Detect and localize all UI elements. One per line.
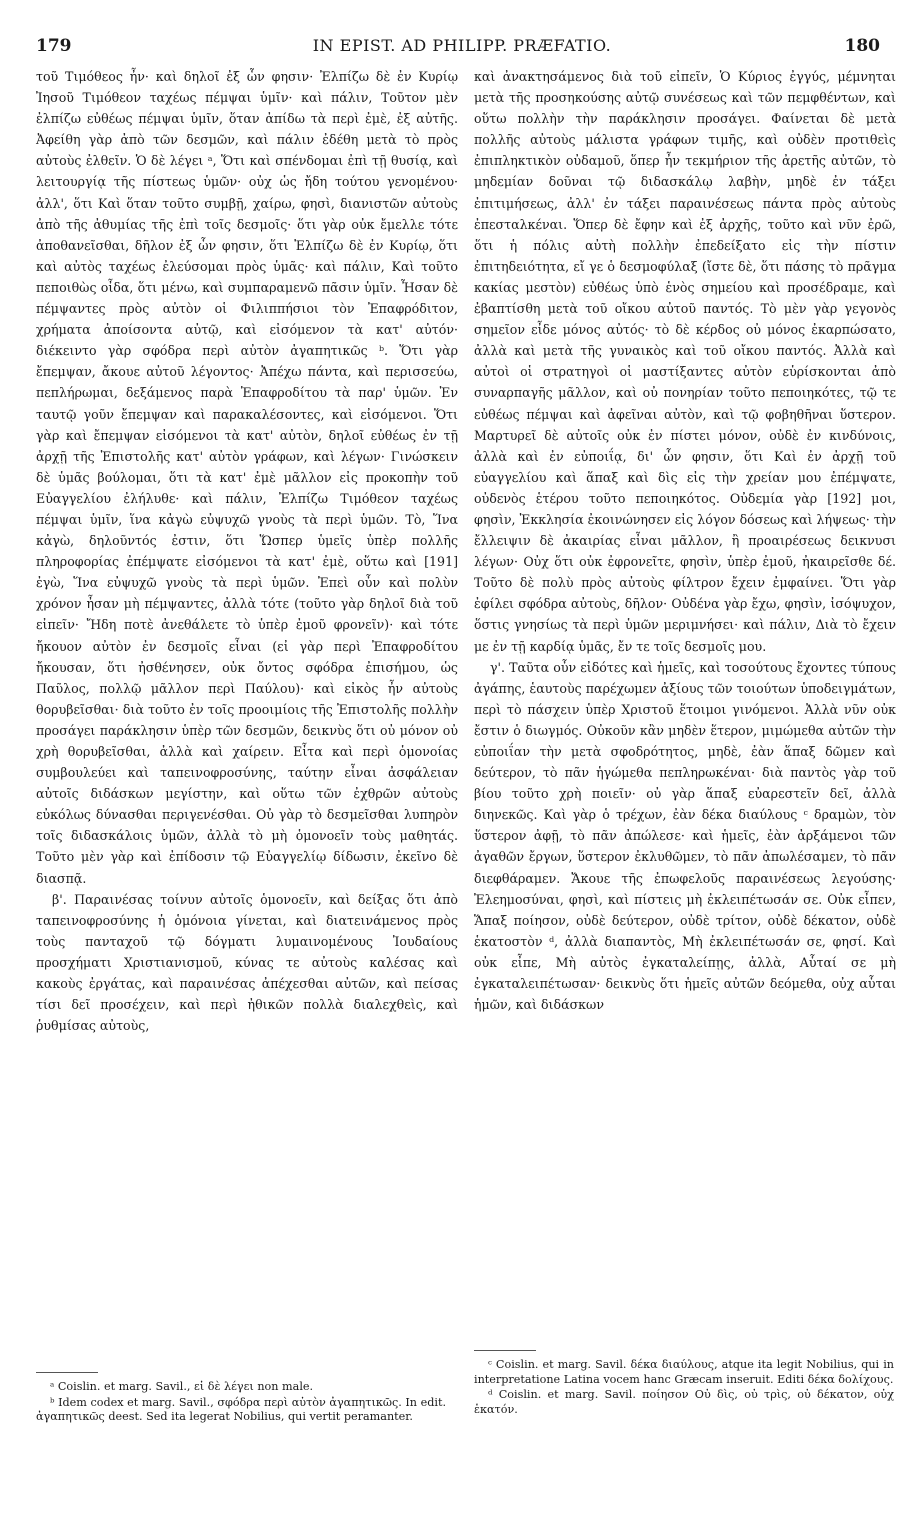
paragraph: τοῦ Τιμόθεος ἦν· καὶ δηλοῖ ἐξ ὧν φησιν· Ἐλπίζω δὲ ἐν Κυρίῳ Ἰησοῦ Τιμόθεον ταχέως πέμψαι ὑμῖν· καὶ πάλιν, Τοῦτον μὲν ἐλπίζω εὐθέως πέμψαι ὑμῖν, ὅταν ἀπίδω τὰ περὶ ἐμὲ, ἐξ αὐτῆς. Ἀφείθη γὰρ ἀπὸ τῶν δεσμῶν, καὶ πάλιν ἐδέθη μετὰ τὸ πρὸς αὐτοὺς ἐλθεῖν. Ὁ δὲ λέγει ᵃ, Ὅτι καὶ σπένδομαι ἐπὶ τῇ θυσίᾳ, καὶ λειτουργίᾳ τῆς πίστεως ὑμῶν· οὐχ ὡς ἤδη τούτου γενομένου· ἀλλ', ὅτι Καὶ ὅταν τοῦτο συμβῇ, χαίρω, φησὶ, διανιστῶν αὐτοὺς ἀπὸ τῆς ἀθυμίας τῆς ἐπὶ τοῖς δεσμοῖς· ὅτι γὰρ οὐκ ἔμελλε τότε ἀποθανεῖσθαι, δῆλον ἐξ ὧν φησιν, ὅτι Ἐλπίζω δὲ ἐν Κυρίῳ, ὅτι καὶ αὐτὸς ταχέως ἐλεύσομαι πρὸς ὑμᾶς· καὶ πάλιν, Καὶ τοῦτο πεποιθὼς οἶδα, ὅτι μένω, καὶ συμπαραμενῶ πᾶσιν ὑμῖν. Ἦσαν δὲ πέμψαντες πρὸς αὐτὸν οἱ Φιλιππήσιοι τὸν Ἐπαφρόδιτον, χρήματα ἀποίσοντα αὐτῷ, καὶ εἰσόμενον τὰ κατ' αὐτόν· διέκειντο γὰρ σφόδρα περὶ αὐτὸν ἀγαπητικῶς ᵇ. Ὅτι γὰρ ἔπεμψαν, ἄκουε αὐτοῦ λέγοντος· Ἀπέχω πάντα, καὶ περισσεύω, πεπλήρωμαι, δεξάμενος παρὰ Ἐπαφροδίτου τὰ παρ' ὑμῶν. Ἐν ταυτῷ γοῦν ἔπεμψαν καὶ παρακαλέσοντες, καὶ εἰσόμενοι. Ὅτι γὰρ καὶ ἔπεμψαν εἰσόμενοι τὰ κατ' αὐτὸν, δηλοῖ εὐθέως ἐν τῇ ἀρχῇ τῆς Ἐπιστολῆς κατ' αὐτὸν γράφων, καὶ λέγων· Γινώσκειν δὲ ὑμᾶς βούλομαι, ὅτι τὰ κατ' ἐμὲ μᾶλλον εἰς προκοπὴν τοῦ Εὐαγγελίου ἐλήλυθε· καὶ πάλιν, Ἐλπίζω Τιμόθεον ταχέως πέμψαι ὑμῖν, ἵνα κἀγὼ εὐψυχῶ γνοὺς τὰ περὶ ὑμῶν. Τὸ, Ἵνα κἀγὼ, δηλοῦντός ἐστιν, ὅτι Ὥσπερ ὑμεῖς ὑπὲρ πολλῆς πληροφορίας ἐπέμψατε εἰσόμενοι τὰ κατ' ἐμὲ, οὕτω καὶ [191] ἐγὼ, Ἵνα εὐψυχῶ γνοὺς τὰ περὶ ὑμῶν. Ἐπεὶ οὖν καὶ πολὺν χρόνον ἦσαν μὴ πέμψαντες, ἀλλὰ τότε (τοῦτο γὰρ δηλοῖ διὰ τοῦ εἰπεῖν· Ἤδη ποτὲ ἀνεθάλετε τὸ ὑπὲρ ἐμοῦ φρονεῖν)· καὶ τότε ἤκουον αὐτὸν ἐν δεσμοῖς εἶναι (εἰ γὰρ περὶ Ἐπαφροδίτου ἤκουσαν, ὅτι ἠσθένησεν, οὐκ ὄντος σφόδρα ἐπισήμου, ὡς Παῦλος, πολλῷ μᾶλλον περὶ Παύλου)· καὶ εἰκὸς ἦν αὐτοὺς θορυβεῖσθαι· διὰ τοῦτο ἐν τοῖς προοιμίοις τῆς Ἐπιστολῆς πολλὴν προσάγει παράκλησιν ὑπὲρ τῶν δεσμῶν, δεικνὺς ὅτι οὐ μόνον οὐ χρὴ θορυβεῖσθαι, ἀλλὰ καὶ χαίρειν. Εἶτα καὶ περὶ ὁμονοίας συμβουλεύει καὶ ταπεινοφροσύνης, ταύτην εἶναι ἀσφάλειαν αὐτοῖς διδάσκων μεγίστην, καὶ οὕτω τῶν ἐχθρῶν αὐτοὺς εὐκόλως δύνασθαι περιγενέσθαι. Οὐ γὰρ τὸ δεσμεῖσθαι λυπηρὸν τοῖς διδασκάλοις ὑμῶν, ἀλλὰ τὸ μὴ ὁμονοεῖν τοὺς μαθητάς. Τοῦτο μὲν γὰρ καὶ ἐπίδοσιν τῷ Εὐαγγελίῳ δίδωσιν, ἐκεῖνο δὲ διασπᾷ.	[36, 69, 458, 886]
page-number-left: 179	[36, 36, 72, 56]
paragraph: β'. Παραινέσας τοίνυν αὐτοῖς ὁμονοεῖν, καὶ δείξας ὅτι ἀπὸ ταπεινοφροσύνης ἡ ὁμόνοια γίνεται, καὶ διατεινάμενος πρὸς τοὺς πανταχοῦ τῷ δόγματι λυμαινομένους Ἰουδαίους προσχήματι Χριστιανισμοῦ, κύνας τε αὐτοὺς καλέσας καὶ κακοὺς ἐργάτας, καὶ παραινέσας ἀπέχεσθαι αὐτῶν, καὶ πείσας τίσι δεῖ προσέχειν, καὶ περὶ ἠθικῶν πολλὰ διαλεχθεὶς, καὶ ῥυθμίσας αὐτοὺς,	[36, 891, 458, 1034]
paragraph: καὶ ἀνακτησάμενος διὰ τοῦ εἰπεῖν, Ὁ Κύριος ἐγγύς, μέμνηται μετὰ τῆς προσηκούσης αὐτῷ συνέσεως καὶ τῶν πεμφθέντων, καὶ οὕτω πολλὴν τὴν παράκλησιν προσάγει. Φαίνεται δὲ μετὰ πολλῆς αὐτοὺς μάλιστα γράφων τιμῆς, καὶ οὐδὲν προτιθεὶς ἐπιπληκτικὸν οὐδαμοῦ, ὅπερ ἦν τεκμήριον τῆς ἀρετῆς αὐτῶν, τὸ μηδεμίαν δοῦναι τῷ διδασκάλῳ λαβὴν, μηδὲ ἐν τάξει ἐπιτιμήσεως, ἀλλ' ἐν τάξει παραινέσεως πάντα πρὸς αὐτοὺς ἐπεσταλκέναι. Ὅπερ δὲ ἔφην καὶ ἐξ ἀρχῆς, τοῦτο καὶ νῦν ἐρῶ, ὅτι ἡ πόλις αὐτὴ πολλὴν ἐπεδείξατο εἰς τὴν πίστιν ἐπιτηδειότητα, εἴ γε ὁ δεσμοφύλαξ (ἴστε δὲ, ὅτι πάσης τὸ πρᾶγμα κακίας μεστὸν) εὐθέως ὑπὸ ἑνὸς σημείου καὶ προσέδραμε, καὶ ἐβαπτίσθη μετὰ τοῦ οἴκου αὐτοῦ παντός. Τὸ μὲν γὰρ γεγονὸς σημεῖον εἶδε μόνος αὐτός· τὸ δὲ κέρδος οὐ μόνος ἐκαρπώσατο, ἀλλὰ καὶ μετὰ τῆς γυναικὸς καὶ τοῦ οἴκου παντός. Ἀλλὰ καὶ αὐτοὶ οἱ στρατηγοὶ οἱ μαστίξαντες αὐτὸν εὑρίσκονται ἀπὸ συναρπαγῆς μᾶλλον, καὶ οὐ πονηρίαν τοῦτο πεποιηκότες, τῷ τε εὐθέως πέμψαι καὶ ἀφεῖναι αὐτὸν, καὶ τῷ φοβηθῆναι ὕστερον. Μαρτυρεῖ δὲ αὐτοῖς οὐκ ἐν πίστει μόνον, οὐδὲ ἐν κινδύνοις, ἀλλὰ καὶ ἐν εὐποιΐᾳ, δι' ὧν φησιν, ὅτι Καὶ ἐν ἀρχῇ τοῦ εὐαγγελίου καὶ ἅπαξ καὶ δὶς εἰς τὴν χρείαν μου ἐπέμψατε, οὐδενὸς ἑτέρου τοῦτο πεποιηκότος. Οὐδεμία γὰρ [192] μοι, φησὶν, Ἐκκλησία ἐκοινώνησεν εἰς λόγον δόσεως καὶ λήψεως· τὴν ἔλλειψιν δὲ ἀκαιρίας εἶναι μᾶλλον, ἢ προαιρέσεως δεικνυσι λέγων· Οὐχ ὅτι οὐκ ἐφρονεῖτε, φησὶν, ὑπὲρ ἐμοῦ, ἠκαιρεῖσθε δέ. Τοῦτο δὲ πολὺ πρὸς αὐτοὺς φίλτρον ἔχειν ἐμφαίνει. Ὅτι γὰρ ἐφίλει σφόδρα αὐτοὺς, δῆλον· Οὐδένα γὰρ ἔχω, φησὶν, ἰσόψυχον, ὅστις γνησίως τὰ περὶ ὑμῶν μεριμνήσει· καὶ πάλιν, Διὰ τὸ ἔχειν με ἐν τῇ καρδίᾳ ὑμᾶς, ἔν τε τοῖς δεσμοῖς μου.	[474, 69, 896, 654]
running-title: IN EPIST. AD PHILIPP. PRÆFATIO.	[312, 36, 612, 55]
footnotes-left	[36, 1380, 446, 1426]
footnote: ᶜ Coislin. et marg. Savil. δέκα διαύλους, atque ita legit Nobilius, qui in interpretatione Latina vocem hanc Græcam inseruit. Editi δέκα δολίχους.	[474, 1358, 894, 1386]
paragraph: γ'. Ταῦτα οὖν εἰδότες καὶ ἡμεῖς, καὶ τοσούτους ἔχοντες τύπους ἀγάπης, ἑαυτοὺς παρέχωμεν ἀξίους τῶν τοιούτων ὑποδειγμάτων, περὶ τὸ πάσχειν ὑπὲρ Χριστοῦ ἕτοιμοι γινόμενοι. Ἀλλὰ νῦν οὐκ ἔστιν ὁ διωγμός. Οὐκοῦν κἂν μηδὲν ἕτερον, μιμώμεθα αὐτῶν τὴν εὐποιΐαν τὴν μετὰ σφοδρότητος, μηδὲ, ἐὰν ἅπαξ δῶμεν καὶ δεύτερον, τὸ πᾶν ἡγώμεθα πεπληρωκέναι· διὰ παντὸς γὰρ τοῦ βίου τοῦτο χρὴ ποιεῖν· οὐ γὰρ ἅπαξ εὐαρεστεῖν δεῖ, ἀλλὰ διηνεκῶς. Καὶ γὰρ ὁ τρέχων, ἐὰν δέκα διαύλους ᶜ δραμὼν, τὸν ὕστερον ἀφῇ, τὸ πᾶν ἀπώλεσε· καὶ ἡμεῖς, ἐὰν ἀρξάμενοι τῶν ἀγαθῶν ἔργων, ὕστερον ἐκλυθῶμεν, τὸ πᾶν ἀπωλέσαμεν, τὸ πᾶν διεφθάραμεν. Ἄκουε τῆς ἐπωφελοῦς παραινέσεως λεγούσης· Ἐλεημοσύναι, φησὶ, καὶ πίστεις μὴ ἐκλειπέτωσάν σε. Οὐκ εἶπεν, Ἅπαξ ποίησον, οὐδὲ δεύτερον, οὐδὲ τρίτον, οὐδὲ δέκατον, οὐδὲ ἑκατοστὸν ᵈ, ἀλλὰ διαπαντὸς, Μὴ ἐκλειπέτωσάν σε, φησί. Καὶ οὐκ εἶπε, Μὴ αὐτὸς ἐγκαταλείπῃς, ἀλλὰ, Αὗταί σε μὴ ἐγκαταλειπέτωσαν· δεικνὺς ὅτι ἡμεῖς αὐτῶν δεόμεθα, οὐχ αὗται ἡμῶν, καὶ διδάσκων	[474, 659, 896, 1013]
footnote-rule-right	[474, 1350, 536, 1351]
page-header	[30, 36, 894, 58]
footnotes-right	[474, 1358, 894, 1418]
page-number-right: 180	[844, 36, 880, 56]
footnote: ᵇ Idem codex et marg. Savil., σφόδρα περὶ αὐτὸν ἀγαπητικῶς. In edit. ἀγαπητικῶς deest. Sed ita legerat Nobilius, qui vertit peramanter.	[36, 1395, 446, 1423]
right-column	[474, 66, 896, 1015]
footnote: ᵈ Coislin. et marg. Savil. ποίησον Οὐ δὶς, οὐ τρὶς, οὐ δέκατον, οὐχ ἑκατόν.	[474, 1388, 894, 1416]
left-column	[36, 66, 458, 1036]
footnote-rule-left	[36, 1372, 98, 1373]
footnote: ᵃ Coislin. et marg. Savil., εἰ δὲ λέγει non male.	[50, 1380, 314, 1393]
